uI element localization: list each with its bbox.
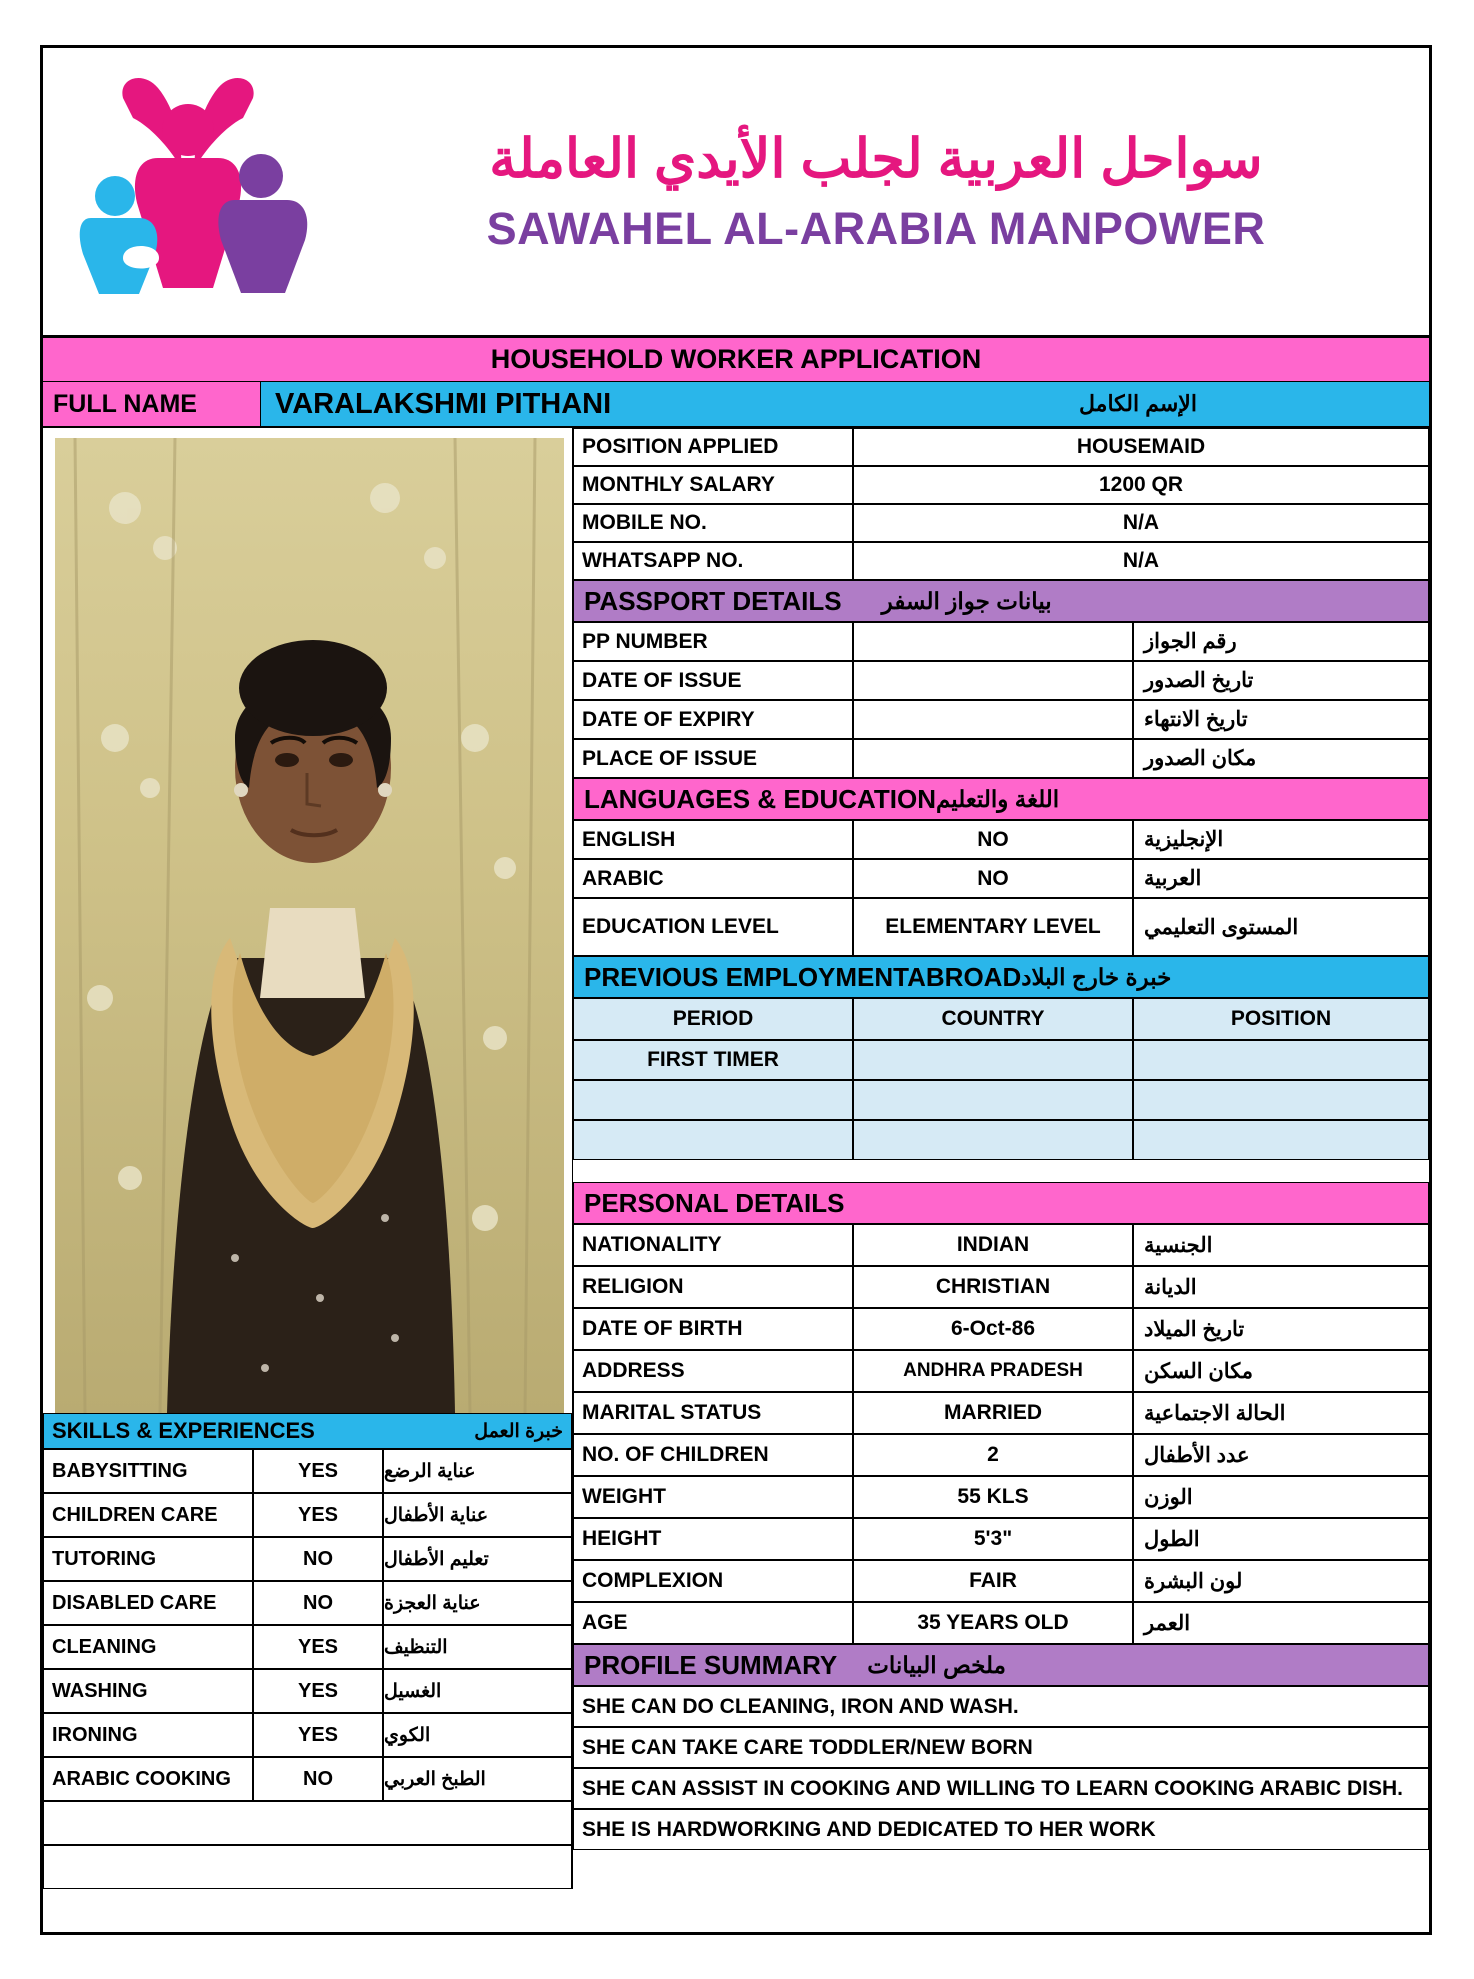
skill-arabic: الكوي: [383, 1713, 572, 1757]
profile-summary-title-arabic: ملخص البيانات: [867, 1651, 1006, 1678]
weight-arabic: الوزن: [1133, 1476, 1429, 1518]
height-value: 5'3": [853, 1518, 1133, 1560]
form-header: [43, 48, 1429, 338]
table-row: [573, 1518, 1429, 1560]
table-row: [573, 1476, 1429, 1518]
full-name-label: FULL NAME: [43, 382, 261, 426]
skill-label: DISABLED CARE: [43, 1581, 253, 1625]
education-level-label: EDUCATION LEVEL: [573, 898, 853, 956]
weight-label: WEIGHT: [573, 1476, 853, 1518]
passport-title: PASSPORT DETAILS: [584, 585, 842, 616]
skill-label: WASHING: [43, 1669, 253, 1713]
date-of-birth-arabic: تاريخ الميلاد: [1133, 1308, 1429, 1350]
skill-value: YES: [253, 1669, 383, 1713]
date-of-birth-label: DATE OF BIRTH: [573, 1308, 853, 1350]
table-row: [43, 1713, 572, 1757]
table-row: [573, 739, 1429, 778]
place-of-issue-arabic: مكان الصدور: [1133, 739, 1429, 778]
table-row: [573, 898, 1429, 956]
monthly-salary-value: 1200 QR: [853, 466, 1429, 504]
skills-section-header: [43, 1413, 572, 1449]
brand-block: [343, 128, 1429, 254]
date-of-issue-value: [853, 661, 1133, 700]
brand-arabic: سواحل العربية لجلب الأيدي العاملة: [489, 129, 1263, 190]
country-value: [853, 1040, 1133, 1080]
table-row: [573, 820, 1429, 859]
position-value: [1133, 1080, 1429, 1120]
application-title: HOUSEHOLD WORKER APPLICATION: [43, 338, 1429, 382]
marital-status-value: MARRIED: [853, 1392, 1133, 1434]
date-of-issue-label: DATE OF ISSUE: [573, 661, 853, 700]
nationality-value: INDIAN: [853, 1224, 1133, 1266]
previous-employment-table: [573, 998, 1429, 1182]
languages-title-arabic: اللغة والتعليم: [935, 785, 1060, 812]
position-value: [1133, 1120, 1429, 1160]
arabic-value: NO: [853, 859, 1133, 898]
table-row: [573, 1120, 1429, 1160]
table-row: [43, 1669, 572, 1713]
previous-employment-header: [573, 956, 1429, 998]
profile-summary-lines: [573, 1686, 1429, 1850]
table-row: [573, 1080, 1429, 1120]
table-row: [573, 700, 1429, 739]
skill-arabic: التنظيف: [383, 1625, 572, 1669]
table-row: [43, 1537, 572, 1581]
skill-arabic: الغسيل: [383, 1669, 572, 1713]
table-row: [573, 1602, 1429, 1644]
skill-value: NO: [253, 1581, 383, 1625]
personal-details-header: [573, 1182, 1429, 1224]
table-row: [43, 1625, 572, 1669]
logo-icon: [63, 58, 323, 308]
address-arabic: مكان السكن: [1133, 1350, 1429, 1392]
spacer-row: [573, 1160, 1429, 1182]
table-row: [43, 1449, 572, 1493]
whatsapp-no-label: WHATSAPP NO.: [573, 542, 853, 580]
arabic-label: ARABIC: [573, 859, 853, 898]
skills-table: [43, 1449, 572, 1889]
nationality-arabic: الجنسية: [1133, 1224, 1429, 1266]
column-position: POSITION: [1133, 998, 1429, 1040]
children-arabic: عدد الأطفال: [1133, 1434, 1429, 1476]
skills-empty-row: [43, 1801, 572, 1845]
table-row: [573, 1434, 1429, 1476]
english-value: NO: [853, 820, 1133, 859]
company-logo: [43, 48, 343, 335]
skills-empty-row: [43, 1845, 572, 1889]
skill-label: CLEANING: [43, 1625, 253, 1669]
table-row: [43, 1757, 572, 1801]
age-value: 35 YEARS OLD: [853, 1602, 1133, 1644]
country-value: [853, 1120, 1133, 1160]
age-arabic: العمر: [1133, 1602, 1429, 1644]
height-label: HEIGHT: [573, 1518, 853, 1560]
skill-label: TUTORING: [43, 1537, 253, 1581]
period-value: [573, 1080, 853, 1120]
previous-employment-title-arabic: خبرة خارج البلاد: [1021, 963, 1172, 990]
complexion-value: FAIR: [853, 1560, 1133, 1602]
monthly-salary-label: MONTHLY SALARY: [573, 466, 853, 504]
table-row: [573, 1392, 1429, 1434]
mobile-no-label: MOBILE NO.: [573, 504, 853, 542]
religion-arabic: الديانة: [1133, 1266, 1429, 1308]
passport-section-header: [573, 580, 1429, 622]
table-row: [573, 661, 1429, 700]
marital-status-arabic: الحالة الاجتماعية: [1133, 1392, 1429, 1434]
address-label: ADDRESS: [573, 1350, 853, 1392]
languages-title: LANGUAGES & EDUCATION: [584, 783, 936, 814]
right-column: [573, 428, 1429, 1889]
skill-value: YES: [253, 1449, 383, 1493]
religion-label: RELIGION: [573, 1266, 853, 1308]
table-header-row: [573, 998, 1429, 1040]
summary-line: SHE CAN TAKE CARE TODDLER/NEW BORN: [573, 1727, 1429, 1768]
religion-value: CHRISTIAN: [853, 1266, 1133, 1308]
pp-number-value: [853, 622, 1133, 661]
full-name-arabic: الإسم الكامل: [1079, 382, 1429, 426]
skill-arabic: عناية العجزة: [383, 1581, 572, 1625]
top-info-table: [573, 428, 1429, 580]
personal-details-table: [573, 1224, 1429, 1644]
height-arabic: الطول: [1133, 1518, 1429, 1560]
period-value: FIRST TIMER: [573, 1040, 853, 1080]
address-value: ANDHRA PRADESH: [853, 1350, 1133, 1392]
left-column: [43, 428, 573, 1889]
skills-title: SKILLS & EXPERIENCES: [52, 1418, 315, 1443]
passport-title-arabic: بيانات جواز السفر: [881, 587, 1052, 614]
profile-summary-title: PROFILE SUMMARY: [584, 1649, 838, 1680]
whatsapp-no-value: N/A: [853, 542, 1429, 580]
form-body: [43, 428, 1429, 1889]
table-row: [573, 1224, 1429, 1266]
english-label: ENGLISH: [573, 820, 853, 859]
summary-line: SHE CAN DO CLEANING, IRON AND WASH.: [573, 1686, 1429, 1727]
skill-label: IRONING: [43, 1713, 253, 1757]
brand-english: SAWAHEL AL-ARABIA MANPOWER: [486, 202, 1266, 254]
complexion-label: COMPLEXION: [573, 1560, 853, 1602]
languages-section-header: [573, 778, 1429, 820]
date-of-expiry-label: DATE OF EXPIRY: [573, 700, 853, 739]
education-level-arabic: المستوى التعليمي: [1133, 898, 1429, 956]
skill-value: NO: [253, 1757, 383, 1801]
table-row: [573, 542, 1429, 580]
education-level-value: ELEMENTARY LEVEL: [853, 898, 1133, 956]
mobile-no-value: N/A: [853, 504, 1429, 542]
weight-value: 55 KLS: [853, 1476, 1133, 1518]
pp-number-label: PP NUMBER: [573, 622, 853, 661]
application-form: [40, 45, 1432, 1935]
table-row: [43, 1493, 572, 1537]
column-country: COUNTRY: [853, 998, 1133, 1040]
passport-table: [573, 622, 1429, 778]
photo-illustration: [55, 438, 564, 1413]
arabic-arabic: العربية: [1133, 859, 1429, 898]
skill-arabic: تعليم الأطفال: [383, 1537, 572, 1581]
skill-value: YES: [253, 1713, 383, 1757]
table-row: [573, 428, 1429, 466]
table-row: [573, 859, 1429, 898]
position-value: [1133, 1040, 1429, 1080]
skill-arabic: عناية الرضع: [383, 1449, 572, 1493]
skill-value: NO: [253, 1537, 383, 1581]
date-of-birth-value: 6-Oct-86: [853, 1308, 1133, 1350]
summary-line: SHE CAN ASSIST IN COOKING AND WILLING TO LEARN COOKING ARABIC DISH.: [573, 1768, 1429, 1809]
table-row: [573, 1350, 1429, 1392]
children-value: 2: [853, 1434, 1133, 1476]
full-name-value: VARALAKSHMI PITHANI: [261, 382, 1079, 426]
skill-value: YES: [253, 1625, 383, 1669]
profile-summary-header: [573, 1644, 1429, 1686]
languages-table: [573, 820, 1429, 956]
position-applied-label: POSITION APPLIED: [573, 428, 853, 466]
applicant-photo: [55, 438, 564, 1413]
skill-arabic: عناية الأطفال: [383, 1493, 572, 1537]
skills-title-arabic: خبرة العمل: [474, 1420, 563, 1442]
previous-employment-title: PREVIOUS EMPLOYMENTABROAD: [584, 961, 1022, 992]
age-label: AGE: [573, 1602, 853, 1644]
complexion-arabic: لون البشرة: [1133, 1560, 1429, 1602]
nationality-label: NATIONALITY: [573, 1224, 853, 1266]
table-row: [573, 1266, 1429, 1308]
skill-label: CHILDREN CARE: [43, 1493, 253, 1537]
position-applied-value: HOUSEMAID: [853, 428, 1429, 466]
table-row: [573, 466, 1429, 504]
table-row: [573, 1560, 1429, 1602]
skill-label: BABYSITTING: [43, 1449, 253, 1493]
skill-arabic: الطبخ العربي: [383, 1757, 572, 1801]
period-value: [573, 1120, 853, 1160]
marital-status-label: MARITAL STATUS: [573, 1392, 853, 1434]
skill-label: ARABIC COOKING: [43, 1757, 253, 1801]
country-value: [853, 1080, 1133, 1120]
pp-number-arabic: رقم الجواز: [1133, 622, 1429, 661]
date-of-issue-arabic: تاريخ الصدور: [1133, 661, 1429, 700]
english-arabic: الإنجليزية: [1133, 820, 1429, 859]
skill-value: YES: [253, 1493, 383, 1537]
table-row: [573, 622, 1429, 661]
full-name-row: [43, 382, 1429, 428]
summary-line: SHE IS HARDWORKING AND DEDICATED TO HER WORK: [573, 1809, 1429, 1850]
place-of-issue-label: PLACE OF ISSUE: [573, 739, 853, 778]
table-row: [43, 1581, 572, 1625]
table-row: [573, 1308, 1429, 1350]
date-of-expiry-arabic: تاريخ الانتهاء: [1133, 700, 1429, 739]
column-period: PERIOD: [573, 998, 853, 1040]
place-of-issue-value: [853, 739, 1133, 778]
personal-details-title: PERSONAL DETAILS: [584, 1187, 845, 1218]
table-row: [573, 504, 1429, 542]
date-of-expiry-value: [853, 700, 1133, 739]
children-label: NO. OF CHILDREN: [573, 1434, 853, 1476]
table-row: [573, 1040, 1429, 1080]
